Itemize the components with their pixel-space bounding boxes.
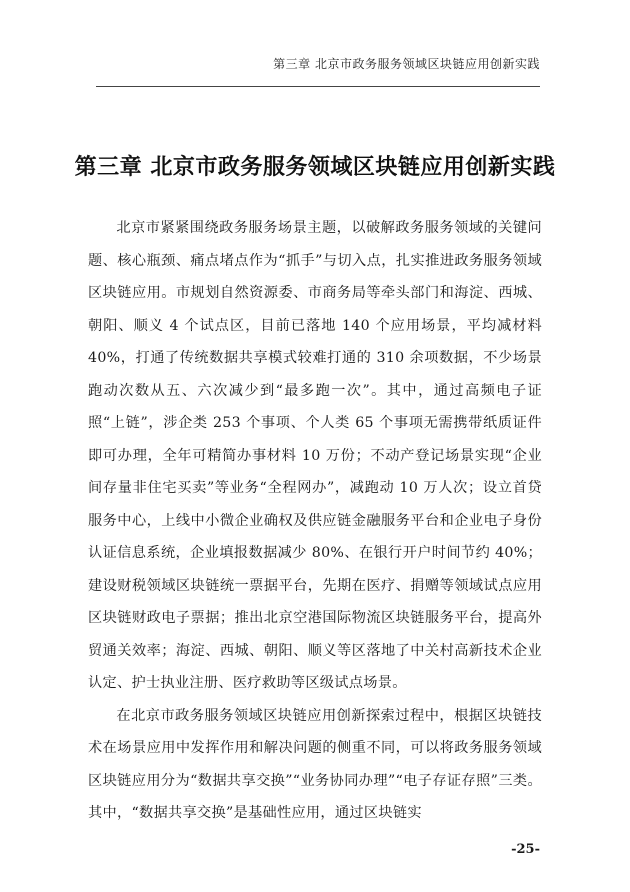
body-text: [88, 212, 542, 830]
running-header: 第三章 北京市政务服务领域区块链应用创新实践: [273, 57, 540, 71]
header-rule: [96, 86, 540, 87]
chapter-title: 第三章 北京市政务服务领域区块链应用创新实践: [74, 155, 556, 180]
page-number: -25-: [511, 842, 540, 857]
paragraph-2: 在北京市政务服务领域区块链应用创新探索过程中，根据区块链技术在场景应用中发挥作用和解决问题的侧重不同，可以将政务服务领域区块链应用分为“数据共享交换”“业务协同办理”“电子存证存照”三类。其中，“数据共享交换”是基础性应用，通过区块链实: [88, 707, 542, 821]
paragraph-1: 北京市紧紧围绕政务服务场景主题，以破解政务服务领域的关键问题、核心瓶颈、痛点堵点作为“抓手”与切入点，扎实推进政务服务领域区块链应用。市规划自然资源委、市商务局等牵头部门和海淀、西城、朝阳、顺义 4 个试点区，目前已落地 140 个应用场景，平均减材料 40%，打通了传统数据共享模式较难打通的 310 余项数据，不少场景跑动次数从五、六次减少到“最多跑一次”。其中，通过高频电子证照“上链”，涉企类 253 个事项、个人类 65 个事项无需携带纸质证件即可办理，全年可精简办事材料 10 万份；不动产登记场景实现“企业间存量非住宅买卖”等业务“全程网办”，减跑动 10 万人次；设立首贷服务中心，上线中小微企业确权及供应链金融服务平台和企业电子身份认证信息系统，企业填报数据减少 80%、在银行开户时间节约 40%；建设财税领域区块链统一票据平台，先期在医疗、捐赠等领域试点应用区块链财政电子票据；推出北京空港国际物流区块链服务平台，提高外贸通关效率；海淀、西城、朝阳、顺义等区落地了中关村高新技术企业认定、护士执业注册、医疗救助等区级试点场景。: [88, 220, 542, 691]
